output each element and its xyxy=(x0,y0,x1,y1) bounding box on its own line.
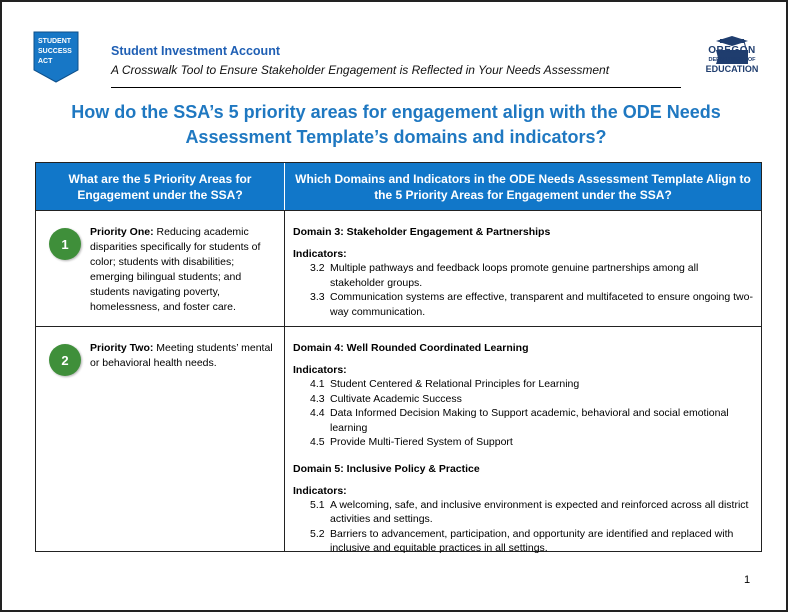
indicator-text: Data Informed Decision Making to Support academic, behavioral and social emotional learning xyxy=(330,407,729,434)
table-row xyxy=(36,326,761,554)
priority-text xyxy=(90,225,276,315)
priority-label: Priority Two: xyxy=(90,342,154,354)
priority-number-badge: 1 xyxy=(49,228,81,260)
indicator-number: 5.1 xyxy=(310,498,325,511)
indicators-label: Indicators: xyxy=(293,364,347,376)
domain-title: Domain 3: Stakeholder Engagement & Partnerships xyxy=(293,226,551,238)
crosswalk-table xyxy=(35,162,762,552)
ssa-logo-line-2: SUCCESS xyxy=(38,48,72,55)
indicator-item xyxy=(293,290,753,319)
priority-number-badge: 2 xyxy=(49,344,81,376)
indicator-item xyxy=(293,406,753,435)
domain-title: Domain 4: Well Rounded Coordinated Learning xyxy=(293,342,529,354)
indicator-item xyxy=(293,392,753,407)
domains-cell xyxy=(285,327,761,554)
indicator-text: Student Centered & Relational Principles for Learning xyxy=(330,378,580,390)
priority-label: Priority One: xyxy=(90,226,154,238)
indicator-text: Barriers to advancement, participation, and opportunity are identified and replaced with inclusive and equitable practices in all settings. xyxy=(330,527,734,554)
priority-cell xyxy=(36,211,285,326)
indicator-text: Cultivate Academic Success xyxy=(330,392,462,405)
question-line-2: Assessment Template’s domains and indicators? xyxy=(185,127,607,147)
indicator-number: 3.2 xyxy=(310,262,325,274)
domain-title: Domain 5: Inclusive Policy & Practice xyxy=(293,462,480,475)
ssa-logo-line-3: ACT xyxy=(38,58,53,65)
indicator-number: 4.3 xyxy=(310,392,325,405)
table-header-right: Which Domains and Indicators in the ODE Needs Assessment Template Align to the 5 Priority Areas for Engagement under the SSA? xyxy=(295,171,751,202)
ode-logo-line-3: EDUCATION xyxy=(705,63,759,74)
ode-logo-text xyxy=(692,46,772,74)
priority-description: Meeting students’ mental or behavioral health needs. xyxy=(90,342,273,369)
header-subtitle: A Crosswalk Tool to Ensure Stakeholder Engagement is Reflected in Your Needs Assessment xyxy=(111,63,610,77)
domain-spacer xyxy=(293,450,753,462)
priority-cell xyxy=(36,327,285,551)
header-title: Student Investment Account xyxy=(111,44,280,58)
indicator-text: Multiple pathways and feedback loops promote genuine partnerships among all stakeholder groups. xyxy=(330,262,699,289)
indicator-number: 3.3 xyxy=(310,291,325,303)
indicator-number: 4.1 xyxy=(310,378,325,390)
indicator-text: A welcoming, safe, and inclusive environment is expected and reinforced across all district activities and settings. xyxy=(330,498,749,525)
indicator-item xyxy=(293,498,753,527)
indicator-item xyxy=(293,377,753,392)
indicator-number: 4.4 xyxy=(310,407,325,419)
ode-logo-line-2: DEPARTMENT OF xyxy=(708,57,756,63)
page-question-title xyxy=(42,100,750,150)
indicator-text: Provide Multi-Tiered System of Support xyxy=(330,436,513,448)
indicator-text: Communication systems are effective, transparent and multifaceted to ensure ongoing two-way communication. xyxy=(330,291,753,318)
indicators-label: Indicators: xyxy=(293,248,347,260)
indicator-number: 5.2 xyxy=(310,527,325,540)
indicator-item xyxy=(293,261,753,290)
ssa-logo-line-1: STUDENT xyxy=(38,38,72,45)
ode-logo-line-1: OREGON xyxy=(708,45,756,56)
table-header-left: What are the 5 Priority Areas for Engagement under the SSA? xyxy=(36,163,285,210)
domains-cell xyxy=(285,211,761,326)
question-line-1: How do the SSA’s 5 priority areas for engagement align with the ODE Needs xyxy=(71,102,721,122)
indicator-item xyxy=(293,527,753,556)
indicator-item xyxy=(293,435,753,450)
priority-description: Reducing academic disparities specifically for students of color; students with disabilities; emerging bilingual students; and students navigating poverty, homelessness, and foster care. xyxy=(90,226,261,313)
header-divider xyxy=(111,87,681,88)
student-success-act-logo xyxy=(32,30,80,84)
table-header-row xyxy=(36,163,761,210)
table-row xyxy=(36,210,761,326)
page-number: 1 xyxy=(744,574,751,586)
indicators-label: Indicators: xyxy=(293,484,347,497)
priority-text xyxy=(90,341,276,371)
indicator-number: 4.5 xyxy=(310,436,325,448)
